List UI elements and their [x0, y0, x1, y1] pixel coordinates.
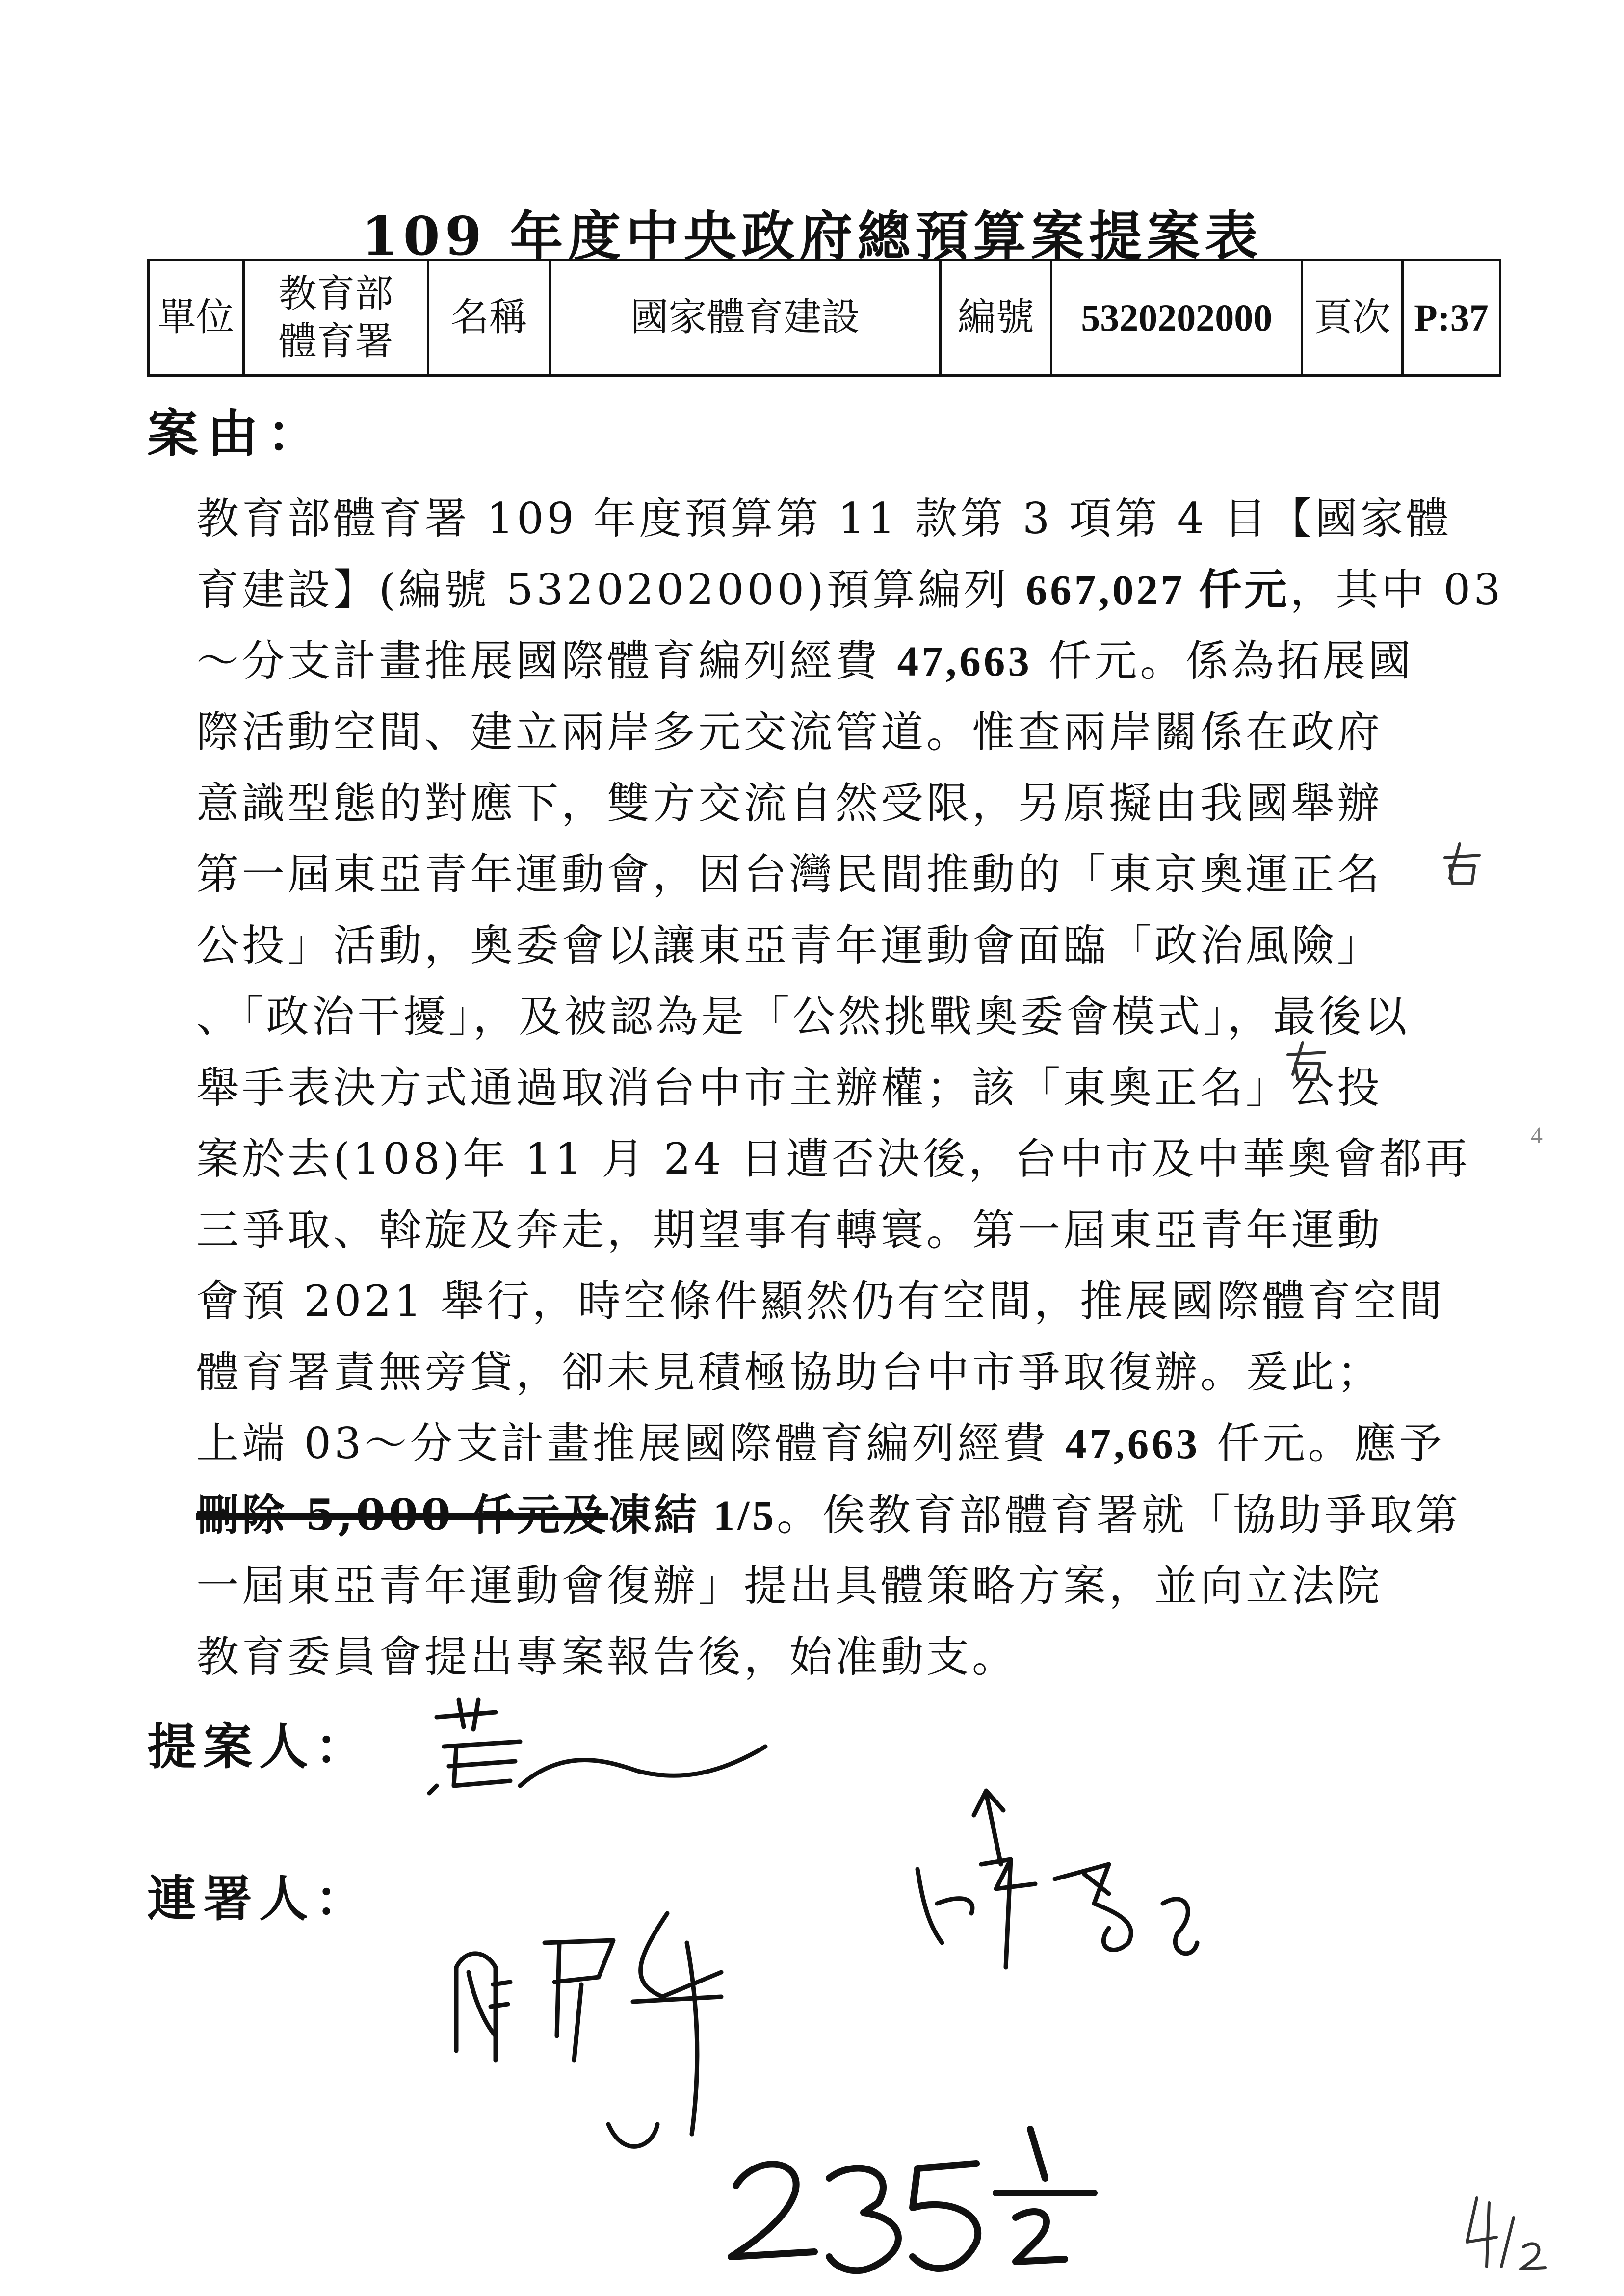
- handwritten-count: [731, 2129, 1094, 2270]
- cosigner-signature-2: [917, 1859, 1197, 1967]
- cosigner-label: 連署人：: [147, 1870, 371, 1928]
- handwritten-count-text: [736, 2168, 737, 2169]
- reason-heading: 案由：: [147, 403, 327, 464]
- body-text: 育建設】(編號 5320202000)預算編列: [196, 565, 1026, 615]
- program-amount: 47,663: [1065, 1420, 1201, 1467]
- body-text: 仟元。應予: [1200, 1418, 1445, 1468]
- name-label: 名稱: [428, 261, 550, 376]
- body-line: 教育委員會提出專案報告後，始准動支。: [196, 1632, 1018, 1682]
- arrow-mark: [974, 1791, 1003, 1864]
- proposer-label: 提案人：: [147, 1718, 371, 1775]
- program-amount: 47,663: [897, 637, 1032, 685]
- budget-amount: 667,027 仟元: [1025, 566, 1290, 614]
- body-line: 體育署責無旁貸，卻未見積極協助台中市爭取復辦。爰此；: [196, 1347, 1383, 1397]
- struck-correction-mark: [1288, 844, 1479, 1079]
- corner-note: [1467, 2198, 1545, 2269]
- proposer-signature: [429, 1700, 765, 1793]
- body-line: 、「政治干擾」，及被認為是「公然挑戰奧委會模式」，最後以: [196, 991, 1410, 1042]
- body-text: ～分支計畫推展國際體育編列經費: [196, 636, 897, 686]
- body-line: 第一屆東亞青年運動會，因台灣民間推動的「東京奧運正名: [196, 849, 1383, 899]
- name-value: 國家體育建設: [550, 261, 940, 376]
- body-line: 教育部體育署 109 年度預算第 11 款第 3 項第 4 目【國家體: [196, 494, 1452, 544]
- body-line: 公投」活動，奧委會以讓東亞青年運動會面臨「政治風險」: [196, 920, 1383, 970]
- freeze-ratio: 凍結 1/5: [608, 1491, 777, 1539]
- struck-deletion-text: 刪除 5,000 仟元及: [196, 1489, 609, 1540]
- page-value: P:37: [1402, 261, 1500, 376]
- body-text: ，其中 03: [1290, 565, 1504, 615]
- body-text: 上端 03～分支計畫推展國際體育編列經費: [196, 1418, 1066, 1468]
- page-title: 109 年度中央政府總預算案提案表: [361, 206, 1263, 267]
- code-label: 編號: [941, 261, 1051, 376]
- body-line: 三爭取、斡旋及奔走，期望事有轉寰。第一屆東亞青年運動: [196, 1205, 1383, 1255]
- body-line: 一屆東亞青年運動會復辦」提出具體策略方案，並向立法院: [196, 1561, 1383, 1611]
- page-label: 頁次: [1302, 261, 1402, 376]
- unit-label: 單位: [149, 261, 244, 376]
- body-line: 案於去(108)年 11 月 24 日遭否決後，台中市及中華奧會都再: [196, 1134, 1470, 1184]
- unit-value-line1: 教育部: [278, 271, 393, 316]
- body-text: 仟元。係為拓展國: [1032, 636, 1414, 686]
- cosigner-signature-1: [456, 1913, 721, 2146]
- margin-mark: 4: [1531, 1122, 1543, 1148]
- body-line: 會預 2021 舉行，時空條件顯然仍有空間，推展國際體育空間: [196, 1276, 1445, 1326]
- body-line: 際活動空間、建立兩岸多元交流管道。惟查兩岸關係在政府: [196, 707, 1383, 757]
- code-value: 5320202000: [1051, 261, 1302, 376]
- body-text: 。俟教育部體育署就「協助爭取第: [776, 1490, 1461, 1540]
- unit-value-line2: 體育署: [278, 319, 393, 364]
- body-line: 舉手表決方式通過取消台中市主辦權；該「東奧正名」公投: [196, 1063, 1383, 1113]
- body-line: 意識型態的對應下，雙方交流自然受限，另原擬由我國舉辦: [196, 778, 1383, 828]
